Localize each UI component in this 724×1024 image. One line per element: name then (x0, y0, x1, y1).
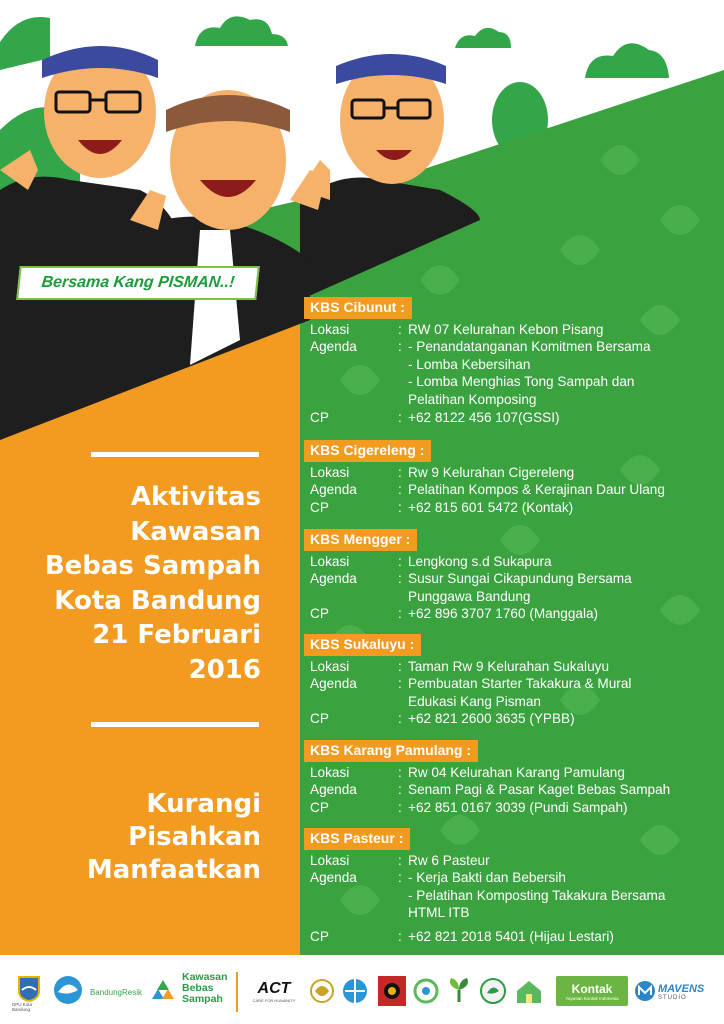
tagline-line: Pisahkan (128, 822, 261, 852)
shield-icon (377, 975, 407, 1007)
row-label: Agenda (310, 782, 357, 798)
location-row (304, 464, 720, 482)
location-row (304, 658, 720, 676)
row-label: Lokasi (310, 852, 350, 868)
location-row (304, 553, 720, 571)
row-separator: : (398, 928, 402, 944)
row-value: HTML ITB (408, 905, 470, 921)
row-value: +62 815 601 5472 (Kontak) (408, 499, 574, 515)
row-separator: : (398, 321, 402, 337)
globe-icon (341, 977, 369, 1005)
kbs-section-cigereleng (304, 440, 720, 516)
row-value: Susur Sungai Cikapundung Bersama (408, 571, 632, 587)
row-value: Rw 6 Pasteur (408, 852, 490, 868)
dpu-logo (12, 974, 46, 1014)
row-separator: : (398, 482, 402, 498)
row-separator: : (398, 782, 402, 798)
row-separator: : (398, 658, 402, 674)
bandung-resik-logo (86, 978, 146, 1006)
contact-row (304, 928, 720, 946)
act-label: ACT (257, 979, 291, 997)
mavens-label: MAVENS (658, 983, 705, 995)
row-value: +62 896 3707 1760 (Manggala) (408, 606, 599, 622)
mavens-emblem (634, 976, 656, 1006)
kbs-section-sukaluyu (304, 634, 720, 728)
bandung-resik-label: BandungResik (89, 987, 143, 997)
agenda-row (304, 481, 720, 499)
plant-icon (445, 976, 473, 1004)
slogan-text: Bersama Kang PISMAN..! (40, 274, 236, 291)
row-label: Lokasi (310, 464, 350, 480)
partner-logo-4 (412, 976, 440, 1006)
section-heading: KBS Karang Pamulang : (304, 740, 478, 762)
location-row (304, 852, 720, 870)
section-heading: KBS Mengger : (304, 529, 417, 551)
row-separator: : (398, 711, 402, 727)
row-separator: : (398, 571, 402, 587)
title-line: Kawasan (130, 516, 261, 547)
title-line: Bebas Sampah (44, 551, 261, 581)
partner-logo-5 (444, 974, 474, 1006)
row-value: Pelatihan Kompos & Kerajinan Daur Ulang (408, 482, 665, 498)
row-value: +62 8122 456 107(GSSI) (408, 409, 560, 425)
row-separator: : (398, 464, 402, 480)
row-label: Lokasi (310, 553, 350, 569)
row-value: - Penandatanganan Komitmen Bersama (408, 339, 651, 355)
row-label: CP (310, 711, 329, 727)
contact-row (304, 710, 720, 728)
row-label: CP (310, 499, 329, 515)
title-line: 2016 (188, 654, 261, 685)
event-title (45, 480, 261, 687)
row-label: CP (310, 409, 329, 425)
footer-divider (236, 972, 238, 1012)
row-value: - Lomba Menghias Tong Sampah dan (408, 374, 635, 390)
row-value: Punggawa Bandung (408, 588, 531, 604)
section-heading: KBS Sukaluyu : (304, 634, 421, 656)
row-value: - Kerja Bakti dan Bebersih (408, 870, 566, 886)
agenda-row (304, 675, 720, 710)
row-value: Rw 04 Kelurahan Karang Pamulang (408, 764, 625, 780)
partner-logo-3 (376, 974, 408, 1008)
row-value: Senam Pagi & Pasar Kaget Bebas Sampah (408, 782, 671, 798)
row-label: Lokasi (310, 658, 350, 674)
row-value: - Pelatihan Komposting Takakura Bersama (408, 887, 666, 903)
location-row (304, 321, 720, 339)
act-logo (244, 974, 304, 1008)
title-line: Aktivitas (130, 482, 261, 512)
divider-bottom (91, 722, 259, 727)
house-icon (513, 977, 545, 1005)
row-value: - Lomba Kebersihan (408, 356, 531, 372)
contact-row (304, 605, 720, 623)
row-value: RW 07 Kelurahan Kebon Pisang (408, 321, 604, 337)
ornament-icon (309, 978, 335, 1004)
circle-leaf-icon (479, 977, 507, 1005)
kbs-section-cibunut (304, 297, 720, 426)
row-label: CP (310, 606, 329, 622)
row-label: Agenda (310, 571, 357, 587)
m-badge-icon (634, 980, 656, 1002)
section-heading: KBS Pasteur : (304, 828, 410, 850)
leaf-emblem-icon (53, 975, 83, 1005)
mavens-logo (658, 978, 714, 1006)
title-line: Kota Bandung (54, 585, 261, 616)
partner-logo-6 (478, 976, 508, 1006)
agenda-row (304, 570, 720, 605)
tagline (87, 788, 261, 887)
partner-logo-7 (512, 976, 546, 1006)
slogan-banner (16, 266, 260, 300)
city-crest-icon (18, 976, 40, 1002)
row-separator: : (398, 499, 402, 515)
act-sublabel: CARE FOR HUMANITY (252, 997, 296, 1003)
bandung-resik-emblem (52, 974, 84, 1006)
row-label: Agenda (310, 870, 357, 886)
row-value: +62 821 2600 3635 (YPBB) (408, 711, 575, 727)
row-value: +62 851 0167 3039 (Pundi Sampah) (408, 799, 628, 815)
row-value: Taman Rw 9 Kelurahan Sukaluyu (408, 658, 609, 674)
row-label: CP (310, 928, 329, 944)
row-label: Agenda (310, 676, 357, 692)
row-separator: : (398, 606, 402, 622)
row-value: Rw 9 Kelurahan Cigereleng (408, 464, 575, 480)
dpu-label: DPU Kota Bandung (12, 1002, 33, 1012)
kontak-label: Kontak (571, 981, 613, 996)
row-value: Edukasi Kang Pisman (408, 693, 541, 709)
kbs-logo-text (182, 972, 228, 1005)
location-row (304, 764, 720, 782)
row-separator: : (398, 676, 402, 692)
tagline-line: Manfaatkan (86, 855, 261, 885)
row-separator: : (398, 799, 402, 815)
section-heading: KBS Cibunut : (304, 297, 412, 319)
recycle-logo (148, 974, 178, 1008)
row-label: Lokasi (310, 764, 350, 780)
agenda-row (304, 338, 720, 408)
contact-row (304, 799, 720, 817)
contact-row (304, 499, 720, 517)
kontak-sublabel: Yayasan Kontak Indonesia (565, 995, 619, 1001)
agenda-row (304, 869, 720, 922)
kbs-logo-line: Sampah (182, 993, 223, 1005)
contact-row (304, 409, 720, 427)
row-label: Agenda (310, 339, 357, 355)
tagline-line: Kurangi (146, 789, 261, 819)
partner-logo-2 (340, 976, 370, 1006)
agenda-row (304, 781, 720, 799)
row-value: Pelatihan Komposing (408, 391, 537, 407)
kontak-logo (556, 976, 628, 1006)
kbs-section-karang-pamulang (304, 740, 720, 816)
title-line: 21 Februari (92, 620, 261, 650)
row-value: Pembuatan Starter Takakura & Mural (408, 676, 632, 692)
mavens-sublabel: STUDIO (658, 995, 687, 1001)
row-separator: : (398, 764, 402, 780)
divider-top (91, 452, 259, 457)
section-heading: KBS Cigereleng : (304, 440, 431, 462)
row-separator: : (398, 852, 402, 868)
row-label: Agenda (310, 482, 357, 498)
row-separator: : (398, 870, 402, 886)
row-separator: : (398, 339, 402, 355)
kbs-logo-line: Kawasan (182, 971, 228, 983)
swirl-icon (413, 978, 439, 1004)
row-value: +62 821 2018 5401 (Hijau Lestari) (408, 928, 614, 944)
partner-logo-1 (308, 976, 336, 1006)
row-label: Lokasi (310, 321, 350, 337)
recycle-icon (149, 977, 177, 1005)
kbs-section-pasteur (304, 828, 720, 946)
row-value: Lengkong s.d Sukapura (408, 553, 552, 569)
row-separator: : (398, 553, 402, 569)
kbs-logo-line: Bebas (182, 982, 214, 994)
row-label: CP (310, 799, 329, 815)
row-separator: : (398, 409, 402, 425)
sponsor-footer (0, 958, 724, 1024)
kbs-section-mengger (304, 529, 720, 623)
